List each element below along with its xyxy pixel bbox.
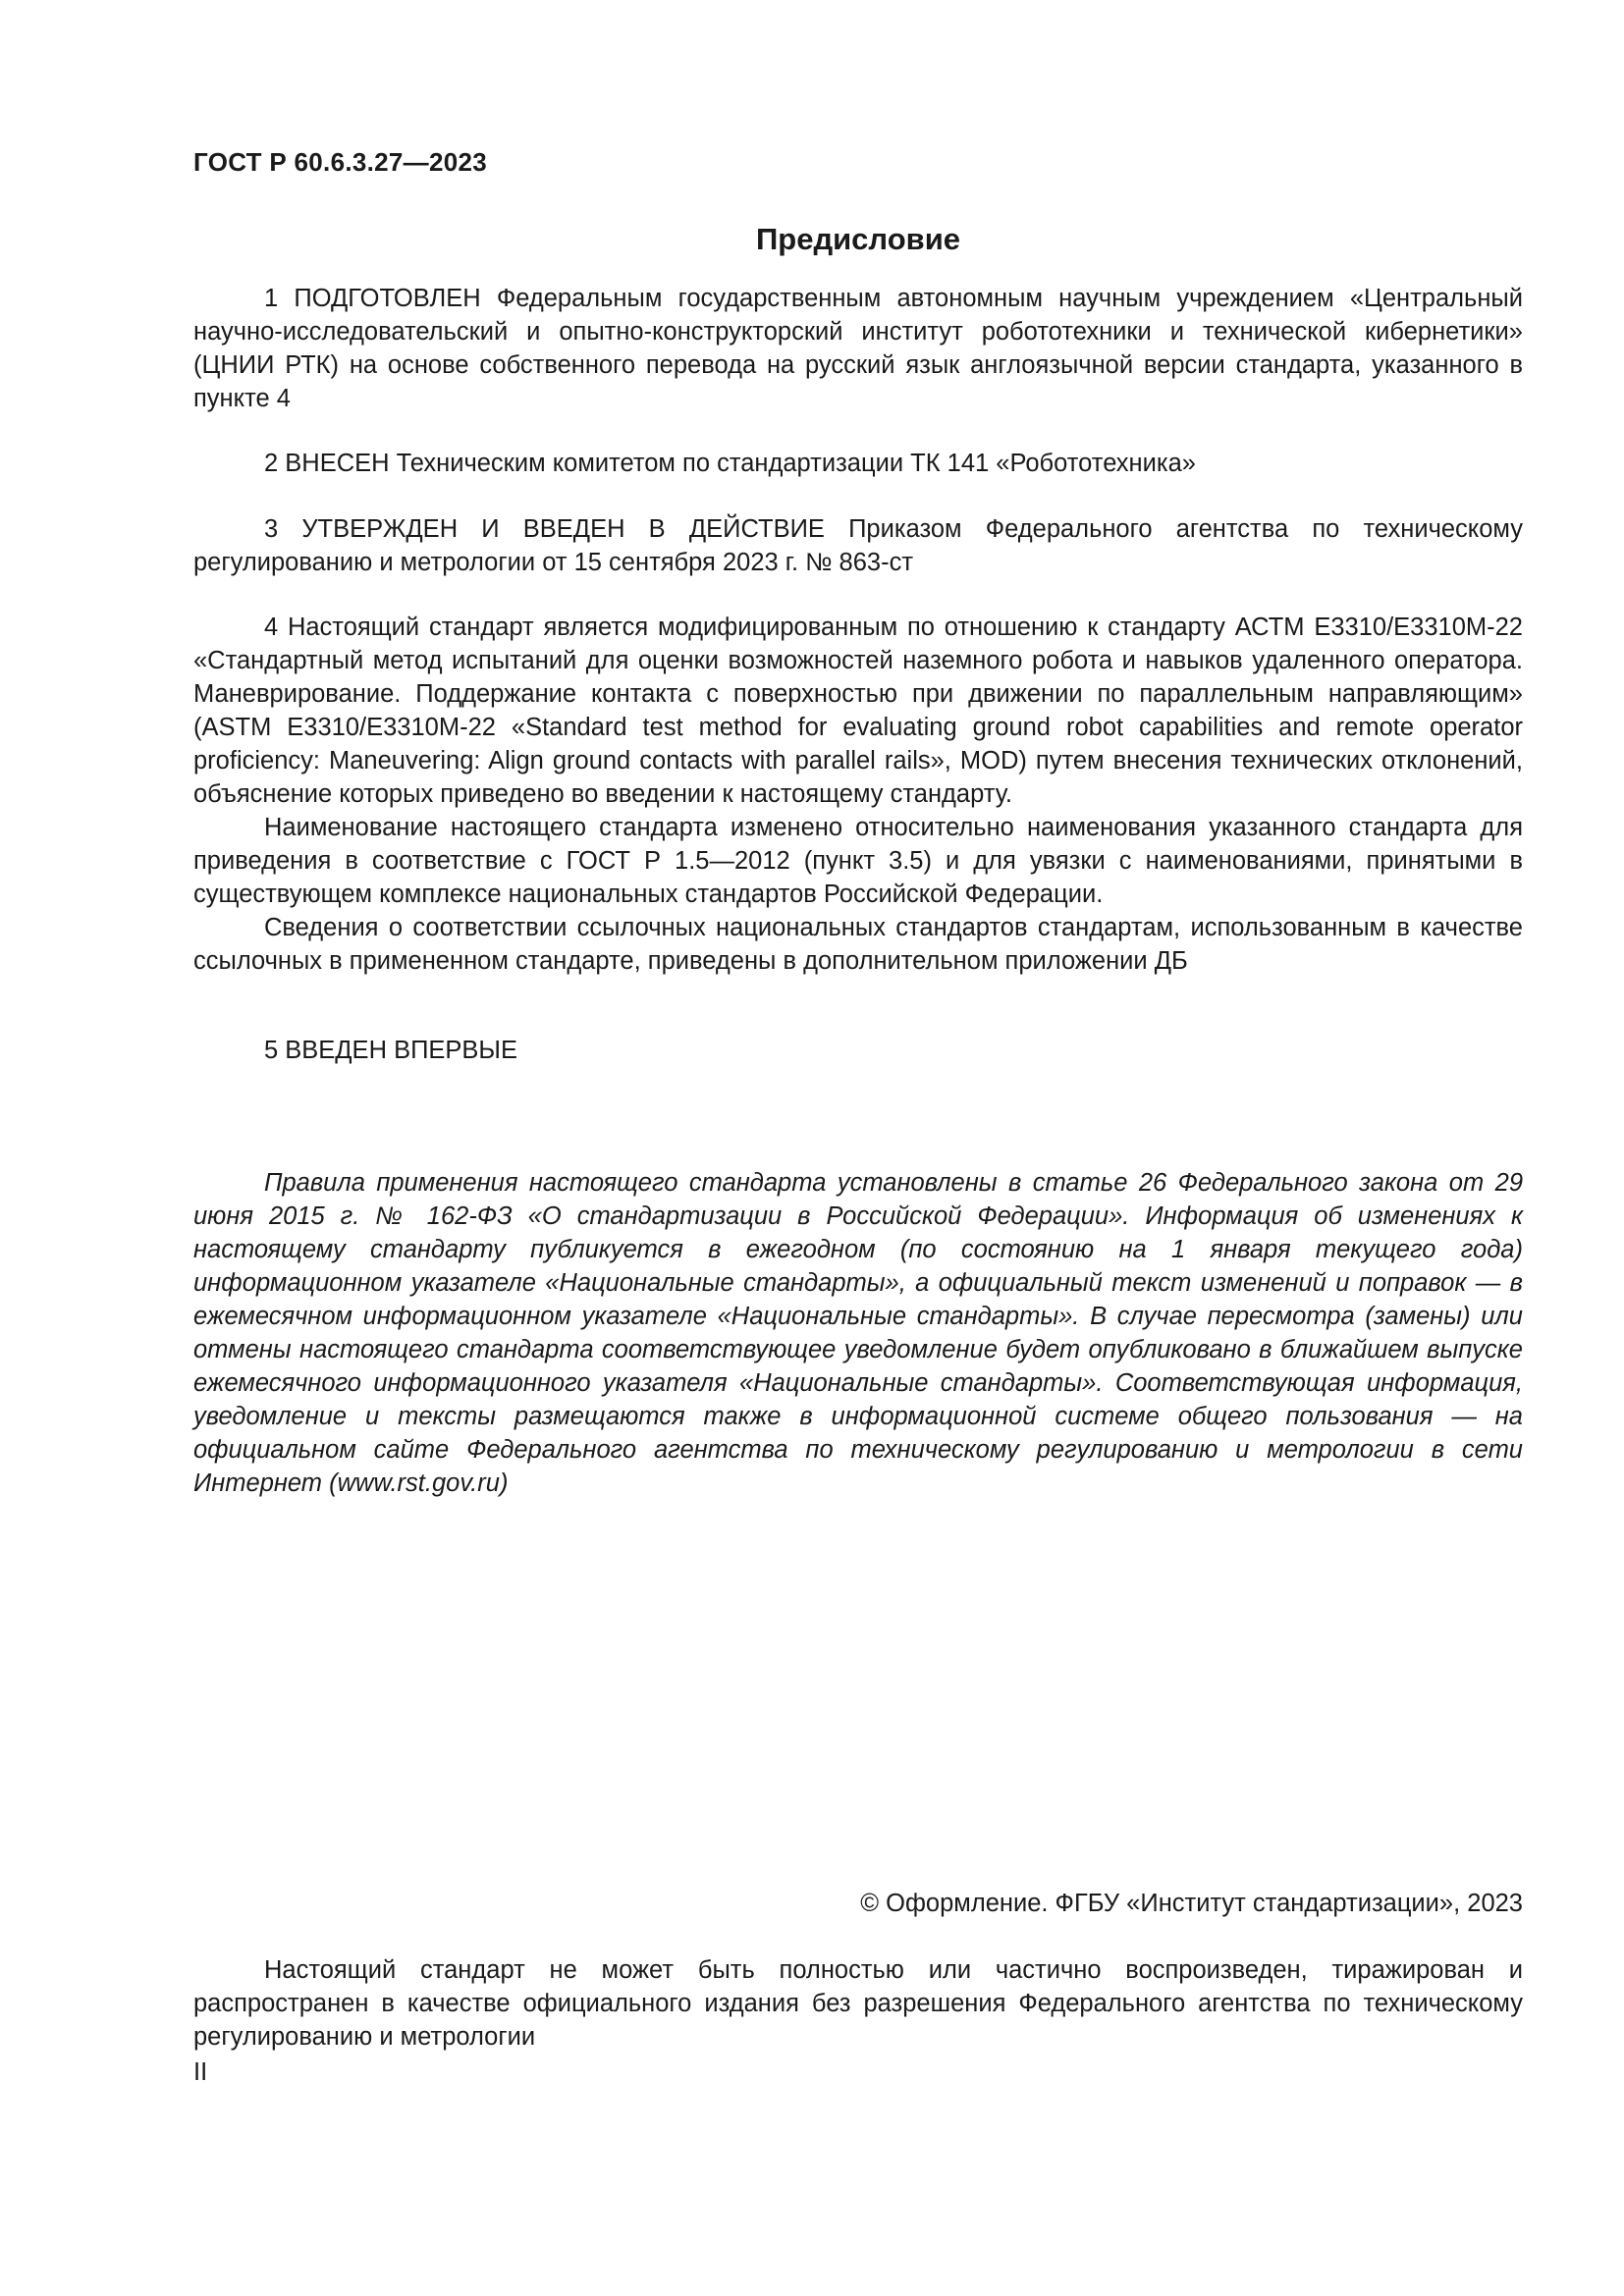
preface-item-4-text: 4 Настоящий стандарт является модифицированным по отношению к стандарту АСТМ Е3310/Е3310М-22 «Стандартный метод испытаний для оценки возможностей наземного робота и навыков удаленного оператора. Маневрирование. Поддержание контакта с поверхностью при движении по параллельным направляющим» (ASTM E3310/E3310M-22 «Standard test method for evaluating ground robot capabilities and remote operator proficiency: Maneuvering: Align ground contacts with parallel rails», MOD) путем внесения технических отклонений, объяснение которых приведено во введении к настоящему стандарту. (193, 614, 1523, 808)
application-rules-notice (193, 1166, 1523, 1500)
reproduction-notice (193, 1953, 1523, 2054)
preface-item-1-text: 1 ПОДГОТОВЛЕН Федеральным государственным автономным научным учреждением «Центральный научно-исследовательский и опытно-конструкторский институт робототехники и технической кибернетики» (ЦНИИ РТК) на основе собственного перевода на русский язык англоязычной версии стандарта, указанного в пункте 4 (193, 285, 1523, 412)
preface-item-1 (193, 282, 1523, 415)
preface-item-3-text: 3 УТВЕРЖДЕН И ВВЕДЕН В ДЕЙСТВИЕ Приказом Федерального агентства по техническому регулированию и метрологии от 15 сентября 2023 г. № 863-ст (193, 515, 1523, 576)
copyright-line: © Оформление. ФГБУ «Институт стандартизации», 2023 (860, 1890, 1523, 1917)
section-title: Предисловие (755, 222, 960, 256)
preface-item-4-name-change: Наименование настоящего стандарта изменено относительно наименования указанного стандарта для приведения в соответствие с ГОСТ Р 1.5—2012 (пункт 3.5) и для увязки с наименованиями, принятыми в существующем комплексе национальных стандартов Российской Федерации. (193, 814, 1523, 908)
document-code: ГОСТ Р 60.6.3.27—2023 (193, 147, 487, 177)
preface-item-4-references: Сведения о соответствии ссылочных национальных стандартов стандартам, использованным в качестве ссылочных в примененном стандарте, приведены в дополнительном приложении ДБ (193, 914, 1523, 975)
reproduction-text: Настоящий стандарт не может быть полностью или частично воспроизведен, тиражирован и распространен в качестве официального издания без разрешения Федерального агентства по техническому регулированию и метрологии (193, 1956, 1523, 2051)
page-number: II (193, 2058, 208, 2086)
preface-item-5 (193, 1034, 1523, 1067)
preface-item-4 (193, 611, 1523, 978)
application-rules-text: Правила применения настоящего стандарта установлены в статье 26 Федерального закона от 29 июня 2015 г. № 162-ФЗ «О стандартизации в Российской Федерации». Информация об изменениях к настоящему стандарту публикуется в ежегодном (по состоянию на 1 января текущего года) информационном указателе «Национальные стандарты», а официальный текст изменений и поправок — в ежемесячном информационном указателе «Национальные стандарты». В случае пересмотра (замены) или отмены настоящего стандарта соответствующее уведомление будет опубликовано в ближайшем выпуске ежемесячного информационного указателя «Национальные стандарты». Соответствующая информация, уведомление и тексты размещаются также в информационной системе общего пользования — на официальном сайте Федерального агентства по техническому регулированию и метрологии в сети Интернет (www.rst.gov.ru) (193, 1169, 1523, 1497)
preface-item-2-text: 2 ВНЕСЕН Техническим комитетом по стандартизации ТК 141 «Робототехника» (264, 450, 1196, 477)
preface-item-2 (193, 447, 1523, 480)
preface-item-3 (193, 512, 1523, 579)
preface-item-5-text: 5 ВВЕДЕН ВПЕРВЫЕ (264, 1037, 518, 1064)
